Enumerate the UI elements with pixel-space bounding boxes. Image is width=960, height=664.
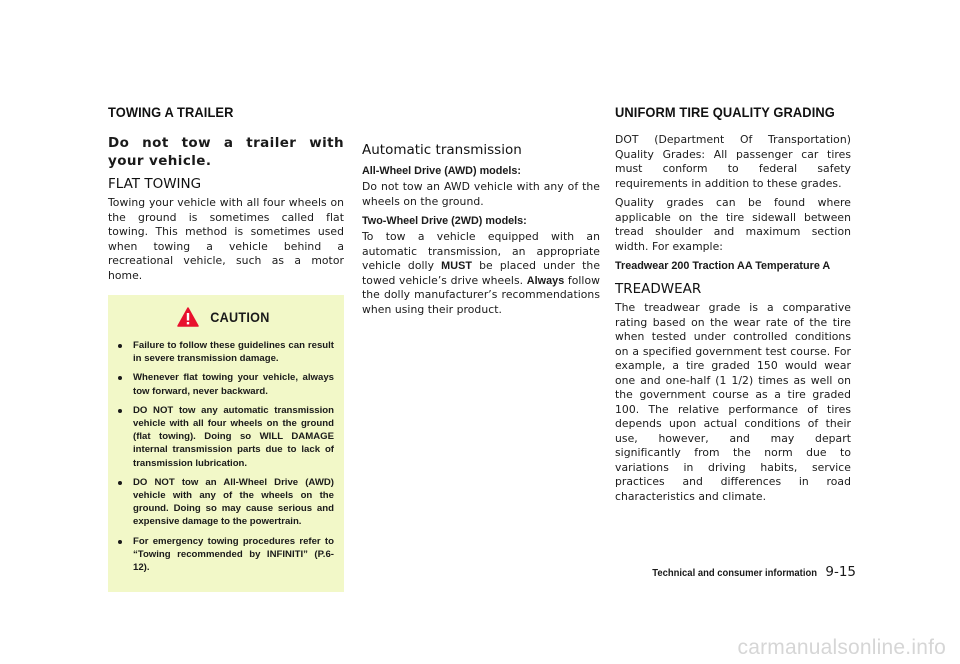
- 2wd-models-label: Two-Wheel Drive (2WD) models:: [362, 215, 527, 227]
- caution-item: DO NOT tow an All-Wheel Drive (AWD) vehicle with any of the wheels on the ground. Doing so may cause serious and expensive damage to the powertrain.: [116, 476, 334, 529]
- quality-grades-location-text: Quality grades can be found where applicable on the tire sidewall between tread shoulder and maximum section width. For example:: [615, 196, 851, 253]
- caution-header: [116, 307, 334, 327]
- section-heading-tire-grading: UNIFORM TIRE QUALITY GRADING: [615, 104, 835, 120]
- grade-example: Treadwear 200 Traction AA Temperature A: [615, 260, 831, 272]
- caution-item: DO NOT tow any automatic transmission vehicle with all four wheels on the ground (flat towing). Doing so WILL DAMAGE internal transmission parts due to lack of transmission lubrication.: [116, 404, 334, 470]
- caution-item: Failure to follow these guidelines can result in severe transmission damage.: [116, 339, 334, 365]
- page-number: 9-15: [825, 564, 856, 580]
- 2wd-text-part: To tow a vehicle equipped with an automatic transmission, an appropriate vehicle dolly: [362, 230, 600, 272]
- caution-box: [108, 295, 344, 592]
- footer-chapter-label: Technical and consumer information: [652, 567, 818, 579]
- 2wd-models-text: [362, 230, 600, 317]
- awd-models-text: Do not tow an AWD vehicle with any of the wheels on the ground.: [362, 180, 600, 208]
- 2wd-text-part: follow the dolly manufacturer’s recommendations when using their product.: [362, 273, 601, 316]
- flat-towing-heading: FLAT TOWING: [108, 176, 202, 192]
- column-middle: [362, 142, 600, 322]
- must-emphasis: MUST: [441, 260, 472, 272]
- dot-quality-grades-text: DOT (Department Of Transportation) Quality Grades: All passenger car tires must conform to federal safety requirements in addition to these grades.: [615, 133, 851, 190]
- treadwear-heading: TREADWEAR: [615, 281, 702, 297]
- treadwear-text: The treadwear grade is a comparative rating based on the wear rate of the tire when tested under controlled conditions on a specified government test course. For example, a tire graded 150 would wear one and one-half (1 1/2) times as well on the government course as a tire graded 100. The relative performance of tires depends upon actual conditions of their use, however, and may depart significantly from the norm due to variations in driving habits, service practices and differences in road characteristics and climate.: [615, 301, 851, 503]
- 2wd-text-part: be placed under the towed vehicle’s drive wheels.: [362, 259, 601, 287]
- caution-item: Whenever flat towing your vehicle, always tow forward, never backward.: [116, 371, 334, 397]
- column-left: [108, 134, 344, 592]
- page-footer: [634, 564, 856, 580]
- automatic-transmission-heading: Automatic transmission: [362, 142, 522, 158]
- column-right: [615, 133, 851, 509]
- section-heading-towing-trailer: TOWING A TRAILER: [108, 104, 234, 120]
- flat-towing-text: Towing your vehicle with all four wheels on the ground is sometimes called flat towing. This method is sometimes used when towing a vehicle behind a recreational vehicle, such as a motor home.: [108, 196, 344, 282]
- trailer-warning-title: Do not tow a trailer with your vehicle.: [108, 135, 344, 169]
- always-emphasis: Always: [526, 274, 565, 287]
- caution-title: CAUTION: [210, 309, 270, 325]
- watermark: carmanualsonline.info: [737, 636, 946, 659]
- caution-item: For emergency towing procedures refer to “Towing recommended by INFINITI” (P.6-12).: [116, 535, 334, 575]
- awd-models-label: All-Wheel Drive (AWD) models:: [362, 165, 521, 177]
- caution-list: [116, 339, 334, 574]
- warning-triangle-icon: [177, 307, 199, 327]
